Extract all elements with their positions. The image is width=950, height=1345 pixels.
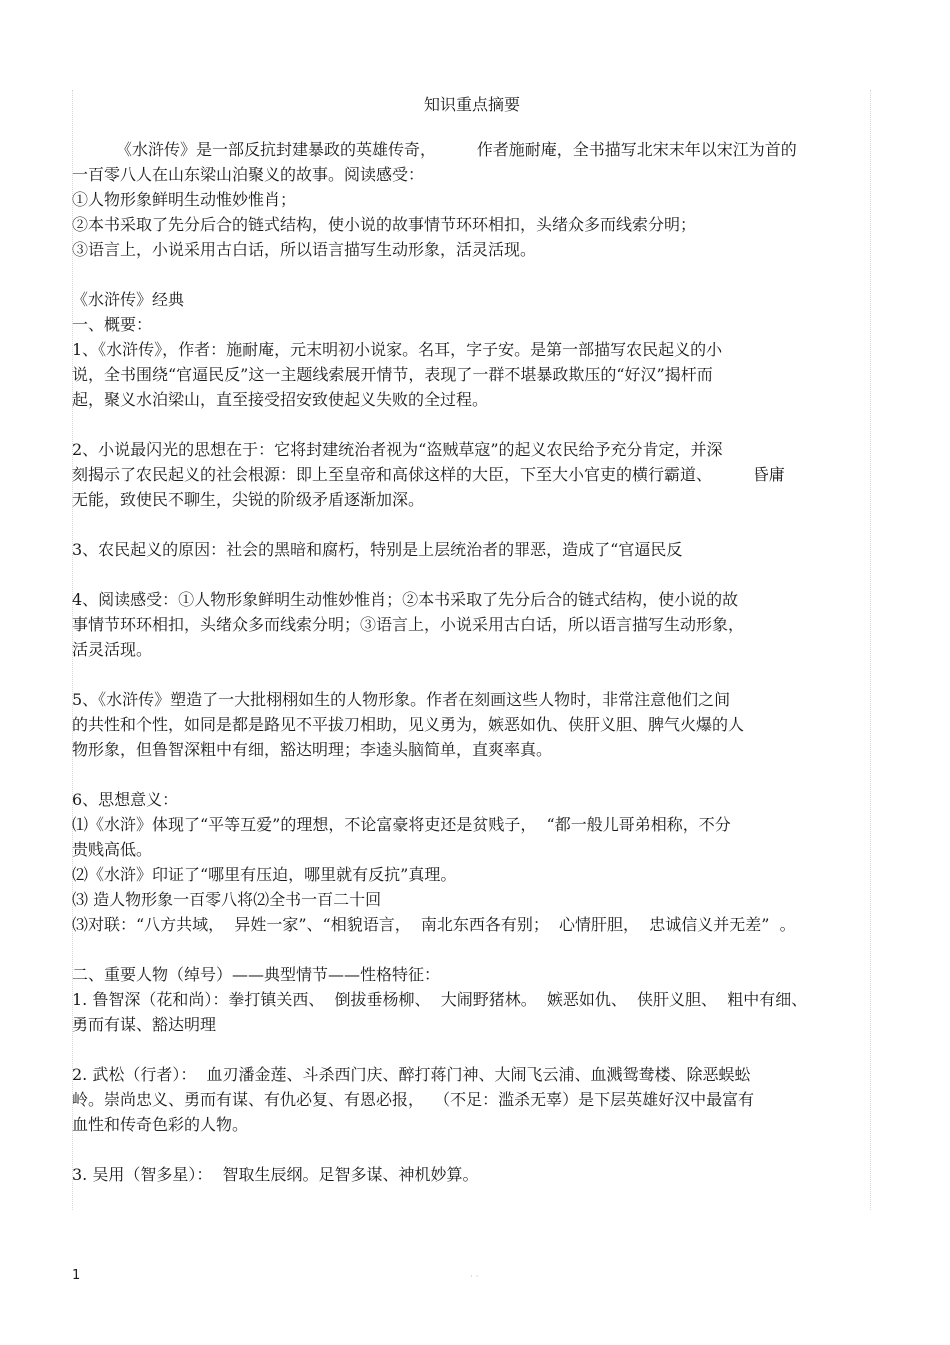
text-line: 5、《水浒传》塑造了一大批栩栩如生的人物形象。作者在刻画这些人物时，非常注意他们之间 xyxy=(72,690,731,709)
text-line: 起，聚义水泊梁山，直至接受招安致使起义失败的全过程。 xyxy=(72,390,489,409)
text-line: ②本书采取了先分后合的链式结构，使小说的故事情节环环相扣，头绪众多而线索分明； xyxy=(72,215,697,234)
text-line: 无能，致使民不聊生，尖锐的阶级矛盾逐渐加深。 xyxy=(72,490,425,509)
character-1 xyxy=(72,987,872,1037)
text-line: 说，全书围绕“官逼民反”这一主题线索展开情节，表现了一群不堪暴政欺压的“好汉”揭杆而 xyxy=(72,365,713,384)
text-line: 1. 鲁智深（花和尚）：拳打镇关西、 倒拔垂杨柳、 大闹野猪林。 嫉恶如仇、 侠肝义胆、 粗中有细、 xyxy=(72,990,808,1009)
text-line: 活灵活现。 xyxy=(72,640,153,659)
text-line: 刻揭示了农民起义的社会根源：即上至皇帝和高俅这样的大臣，下至大小官吏的横行霸道、 昏庸 xyxy=(72,465,785,484)
document-title: 知识重点摘要 xyxy=(423,95,520,114)
text-line: 勇而有谋、豁达明理 xyxy=(72,1015,217,1034)
text-line: 3、农民起义的原因：社会的黑暗和腐朽，特别是上层统治者的罪恶，造成了“官逼民反 xyxy=(72,540,683,559)
summary-item-6 xyxy=(72,787,872,937)
text-line: 血性和传奇色彩的人物。 xyxy=(72,1115,249,1134)
document-page xyxy=(72,88,872,1187)
text-line: 事情节环环相扣，头绪众多而线索分明；③语言上，小说采用古白话，所以语言描写生动形象， xyxy=(72,615,745,634)
character-3 xyxy=(72,1162,872,1187)
text-line: 岭。崇尚忠义、勇而有谋、有仇必复、有恩必报， （不足：滥杀无辜）是下层英雄好汉中最富有 xyxy=(72,1090,755,1109)
text-line: 《水浒传》是一部反抗封建暴政的英雄传奇， 作者施耐庵，全书描写北宋末年以宋江为首的 xyxy=(116,140,797,159)
summary-item-1 xyxy=(72,337,872,412)
summary-item-2 xyxy=(72,437,872,512)
text-line: ①人物形象鲜明生动惟妙惟肖； xyxy=(72,190,297,209)
text-line: 一百零八人在山东梁山泊聚义的故事。阅读感受： xyxy=(72,165,425,184)
text-line: 贵贱高低。 xyxy=(72,840,153,859)
page-number: 1 xyxy=(72,1268,81,1283)
text-line: ⑴《水浒》体现了“平等互爱”的理想，不论富豪将吏还是贫贱子， “都一般儿哥弟相称，不分 xyxy=(72,815,731,834)
section-heading: 二、重要人物（绰号）——典型情节——性格特征： xyxy=(72,965,441,984)
spacer xyxy=(72,262,872,287)
text-line: 2、小说最闪光的思想在于：它将封建统治者视为“盗贼草寇”的起义农民给予充分肯定，并深 xyxy=(72,440,723,459)
text-line: 物形象，但鲁智深粗中有细，豁达明理；李逵头脑简单，直爽率真。 xyxy=(72,740,553,759)
text-line: ⑶对联：“八方共域， 异姓一家”、“相貌语言， 南北东西各有别； 心情肝胆， 忠诚信义并无差” 。 xyxy=(72,915,796,934)
text-line: 2. 武松（行者）： 血刃潘金莲、斗杀西门庆、醉打蒋门神、大闹飞云浦、血溅鸳鸯楼、除恶蜈蚣 xyxy=(72,1065,751,1084)
spacer xyxy=(72,1037,872,1062)
text-line: ③语言上，小说采用古白话，所以语言描写生动形象，活灵活现。 xyxy=(72,240,537,259)
summary-item-4 xyxy=(72,587,872,662)
spacer xyxy=(72,1137,872,1162)
spacer xyxy=(72,662,872,687)
spacer xyxy=(72,562,872,587)
text-line: 4、阅读感受：①人物形象鲜明生动惟妙惟肖；②本书采取了先分后合的链式结构，使小说的故 xyxy=(72,590,739,609)
spacer xyxy=(72,762,872,787)
summary-item-5 xyxy=(72,687,872,762)
character-2 xyxy=(72,1062,872,1137)
text-line: 的共性和个性，如同是都是路见不平拔刀相助，见义勇为，嫉恶如仇、侠肝义胆、脾气火爆的人 xyxy=(72,715,745,734)
footer-mark: · · xyxy=(470,1272,479,1282)
section-heading: 一、概要： xyxy=(72,315,153,334)
text-line: ⑶ 造人物形象一百零八将⑵全书一百二十回 xyxy=(72,890,382,909)
section-heading: 《水浒传》经典 xyxy=(72,290,185,309)
summary-item-3 xyxy=(72,537,872,562)
spacer xyxy=(72,512,872,537)
text-line: 3. 吴用（智多星）： 智取生辰纲。足智多谋、神机妙算。 xyxy=(72,1165,479,1184)
text-line: 1、《水浒传》，作者：施耐庵，元末明初小说家。名耳，字子安。是第一部描写农民起义的小 xyxy=(72,340,723,359)
intro-paragraph xyxy=(72,137,872,262)
text-line: ⑵《水浒》印证了“哪里有压迫，哪里就有反抗”真理。 xyxy=(72,865,457,884)
spacer xyxy=(72,937,872,962)
text-line: 6、思想意义： xyxy=(72,790,179,809)
spacer xyxy=(72,412,872,437)
